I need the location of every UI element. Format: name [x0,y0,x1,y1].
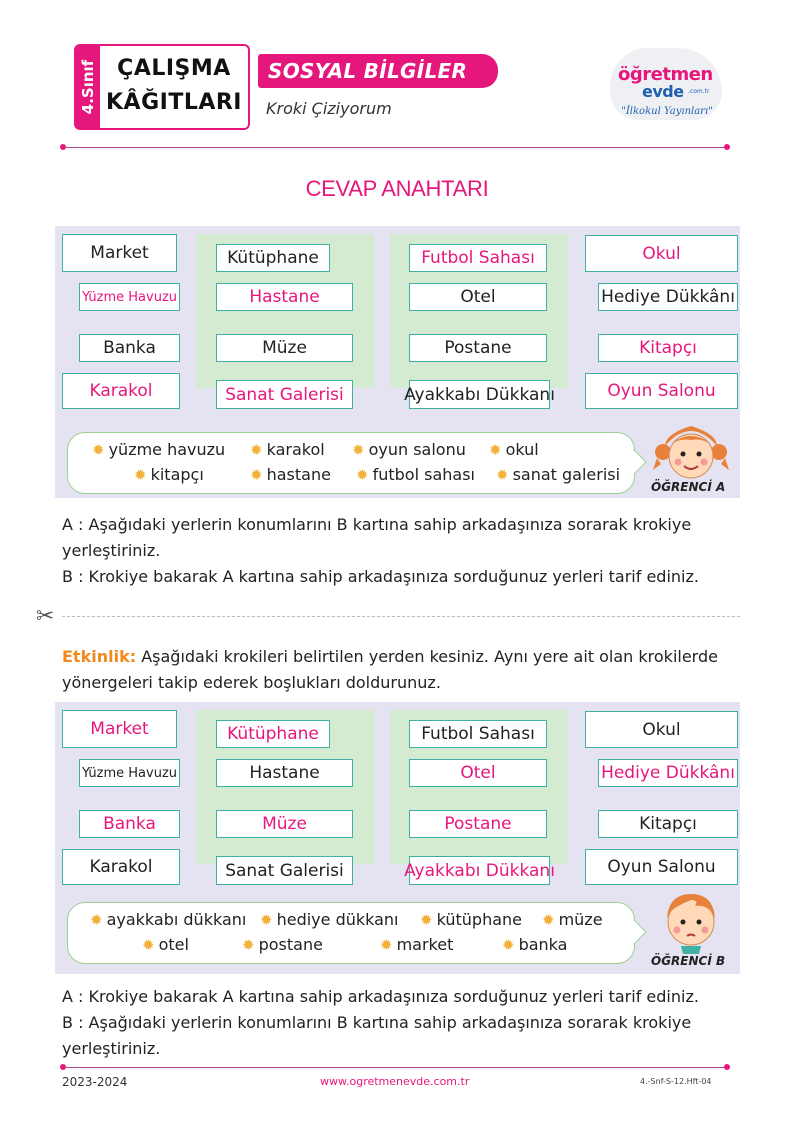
place-card [409,810,547,838]
word-label: kitapçı [150,465,204,484]
word-item [250,440,325,459]
place-label: Müze [262,814,307,834]
instruction-b-line: B : Krokiye bakarak A kartına sahip arkadaşınıza sorduğunuz yerleri tarif ediniz. [62,567,699,586]
place-label: Market [90,719,149,739]
footer-rule-dot-right [724,1064,730,1070]
place-label: Yüzme Havuzu [81,765,178,781]
place-card [404,380,555,409]
student-boy-icon [651,882,731,962]
place-label: Otel [460,763,496,783]
word-item [502,935,567,954]
place-label: Ayakkabı Dükkanı [404,860,555,881]
activity-label: Etkinlik: [62,647,137,666]
place-label: Postane [444,338,512,358]
place-card [79,759,180,787]
place-card [585,235,738,272]
place-card [409,720,547,748]
star-icon: ✹ [542,911,555,929]
place-label: Okul [642,719,681,740]
place-card [598,759,738,787]
bubble-tail [621,919,646,944]
map-student-a [55,226,740,498]
place-card [598,283,738,311]
place-card [62,849,180,885]
student-label: ÖĞRENCİ A [651,480,726,494]
star-icon: ✹ [420,911,433,929]
place-label: Kitapçı [639,814,697,834]
place-label: Karakol [89,381,153,401]
word-label: ayakkabı dükkanı [106,910,247,929]
scissors-icon: ✂ [36,604,55,629]
word-label: banka [518,935,568,954]
answer-key-title: CEVAP ANAHTARI [305,176,489,201]
brand-title-line1: ÇALIŞMA [117,56,231,81]
activity-text: Aşağıdaki krokileri belirtilen yerden kesiniz. Aynı yere ait olan krokilerde yönergeleri takip ederek boşlukları doldurunuz. [62,647,718,692]
place-card [409,759,547,787]
place-label: Müze [262,338,307,358]
word-item [542,910,603,929]
word-bubble [67,432,635,494]
place-card [216,856,353,885]
footer-rule [64,1067,726,1069]
place-card [216,380,353,409]
map-student-b [55,702,740,974]
word-item [496,465,620,484]
place-card [216,334,353,362]
place-label: Otel [460,287,496,307]
place-label: Kütüphane [227,248,319,268]
place-card [216,759,353,787]
word-item [250,465,331,484]
cut-line [62,616,740,617]
instruction-b-line: B : Aşağıdaki yerlerin konumlarını B kartına sahip arkadaşınıza sorarak krokiye yerleştiriniz. [62,1013,692,1058]
instruction-a-line: A : Krokiye bakarak A kartına sahip arkadaşınıza sorduğunuz yerleri tarif ediniz. [62,987,699,1006]
word-item [90,910,246,929]
word-item [142,935,189,954]
word-label: okul [505,440,539,459]
word-item [356,465,475,484]
place-card [216,810,353,838]
publisher-logo [606,44,726,128]
place-label: Kütüphane [227,724,319,744]
star-icon: ✹ [502,936,515,954]
star-icon: ✹ [496,466,509,484]
star-icon: ✹ [242,936,255,954]
word-label: karakol [266,440,325,459]
student-label: ÖĞRENCİ B [651,954,726,968]
word-label: otel [158,935,189,954]
place-label: Banka [103,338,156,358]
place-card [409,334,547,362]
header-rule-dot-right [724,144,730,150]
star-icon: ✹ [260,911,273,929]
word-item [260,910,399,929]
word-item [380,935,453,954]
word-label: kütüphane [436,910,522,929]
word-label: futbol sahası [372,465,475,484]
star-icon: ✹ [134,466,147,484]
place-card [404,856,555,885]
place-label: Hediye Dükkânı [601,763,735,783]
word-label: yüzme havuzu [108,440,226,459]
word-label: sanat galerisi [512,465,621,484]
place-card [598,334,738,362]
star-icon: ✹ [356,466,369,484]
word-label: hediye dükkanı [276,910,399,929]
place-card [409,244,547,272]
activity-instruction [62,644,742,696]
place-label: Karakol [89,857,153,877]
star-icon: ✹ [142,936,155,954]
place-card [598,810,738,838]
place-card [79,810,180,838]
place-card [62,710,177,748]
word-bubble [67,902,635,964]
star-icon: ✹ [250,441,263,459]
logo-tagline: "İlkokul Yayınları" [621,106,713,117]
word-item [489,440,539,459]
place-label: Banka [103,814,156,834]
place-card [585,373,738,409]
star-icon: ✹ [250,466,263,484]
brand-box [100,44,250,130]
place-card [216,244,330,272]
word-label: müze [558,910,603,929]
place-card [409,283,547,311]
star-icon: ✹ [352,441,365,459]
footer-website-link[interactable]: www.ogretmenevde.com.tr [320,1075,470,1088]
word-label: oyun salonu [368,440,466,459]
place-label: Hastane [249,763,320,783]
topic-title: Kroki Çiziyorum [266,99,392,118]
footer-code: 4.-Snf-S-12.Hft-04 [640,1077,712,1086]
grade-label: 4.Sınıf [79,59,97,115]
place-label: Market [90,243,149,263]
place-label: Sanat Galerisi [225,384,344,405]
star-icon: ✹ [489,441,502,459]
place-label: Futbol Sahası [421,724,535,744]
bubble-tail [621,449,646,474]
word-item [242,935,323,954]
footer-year: 2023-2024 [62,1075,128,1089]
subject-title: SOSYAL BİLGİLER [268,59,468,83]
word-item [420,910,522,929]
star-icon: ✹ [380,936,393,954]
place-card [79,334,180,362]
place-label: Ayakkabı Dükkanı [404,384,555,405]
place-label: Hastane [249,287,320,307]
place-label: Sanat Galerisi [225,860,344,881]
word-label: postane [258,935,323,954]
place-label: Futbol Sahası [421,248,535,268]
instruction-a-line: A : Aşağıdaki yerlerin konumlarını B kartına sahip arkadaşınıza sorarak krokiye yerleştiriniz. [62,515,692,560]
place-label: Kitapçı [639,338,697,358]
place-label: Oyun Salonu [607,857,716,877]
word-item [352,440,466,459]
word-item [92,440,225,459]
logo-text-second: evde [642,82,684,101]
place-card [585,849,738,885]
place-card [79,283,180,311]
place-label: Oyun Salonu [607,381,716,401]
word-label: market [396,935,454,954]
logo-text-domain: .com.tr [688,88,710,95]
grade-tab [74,44,102,130]
place-card [216,283,353,311]
brand-title-line2: KÂĞITLARI [106,90,242,115]
place-label: Yüzme Havuzu [81,289,178,305]
place-label: Okul [642,243,681,264]
place-card [62,373,180,409]
header-rule [64,147,726,149]
subject-bar [258,54,498,88]
star-icon: ✹ [92,441,105,459]
logo-text-main: öğretmen [618,64,713,85]
place-card [585,711,738,748]
place-label: Postane [444,814,512,834]
star-icon: ✹ [90,911,103,929]
place-card [62,234,177,272]
word-item [134,465,204,484]
place-card [216,720,330,748]
word-label: hastane [266,465,331,484]
place-label: Hediye Dükkânı [601,287,735,307]
